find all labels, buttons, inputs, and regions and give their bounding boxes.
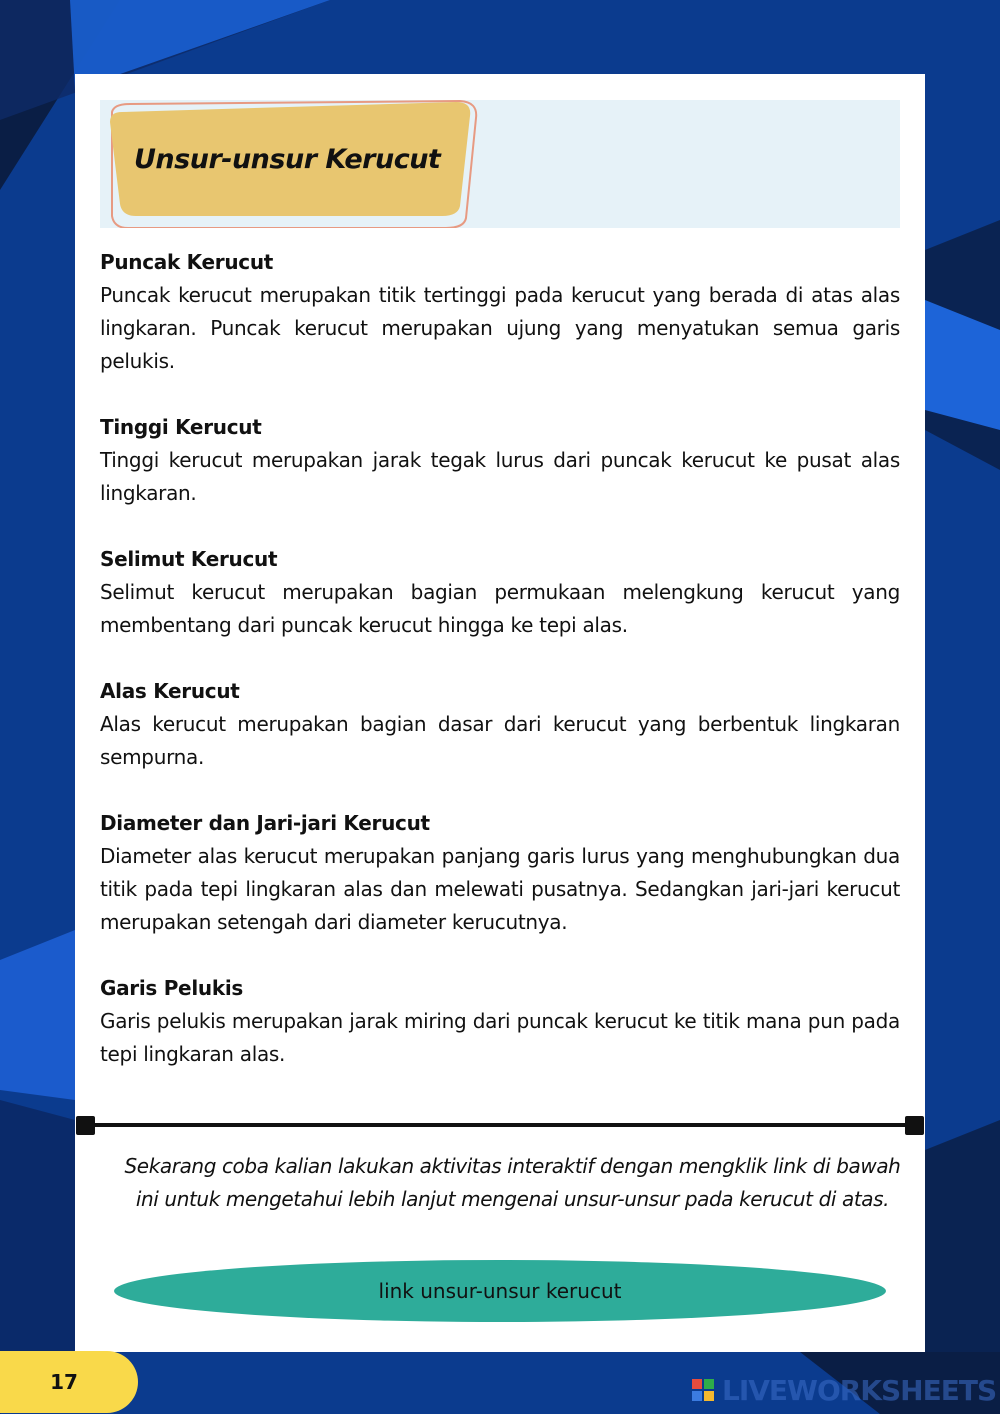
section-heading: Diameter dan Jari-jari Kerucut [100, 811, 430, 835]
section-diameter [100, 807, 900, 939]
liveworksheets-logo-icon [692, 1379, 714, 1401]
section-body: Puncak kerucut merupakan titik tertinggi pada kerucut yang berada di atas alas lingkaran. Puncak kerucut merupakan ujung yang menyatukan semua garis pelukis. [100, 283, 900, 373]
divider-line [75, 1114, 925, 1138]
instruction-text: Sekarang coba kalian lakukan aktivitas interaktif dengan mengklik link di bawah ini untuk mengetahui lebih lanjut mengenai unsur-unsur pada kerucut di atas. [124, 1154, 901, 1211]
title-band [100, 100, 900, 228]
section-tinggi [100, 411, 900, 510]
section-heading: Puncak Kerucut [100, 250, 274, 274]
section-garis-pelukis [100, 972, 900, 1071]
section-body: Alas kerucut merupakan bagian dasar dari kerucut yang berbentuk lingkaran sempurna. [100, 712, 900, 769]
section-heading: Alas Kerucut [100, 679, 240, 703]
section-body: Garis pelukis merupakan jarak miring dari puncak kerucut ke titik mana pun pada tepi lingkaran alas. [100, 1009, 900, 1066]
section-heading: Tinggi Kerucut [100, 415, 262, 439]
section-body: Diameter alas kerucut merupakan panjang garis lurus yang menghubungkan dua titik pada tepi lingkaran alas dan melewati pusatnya. Sedangkan jari-jari kerucut merupakan setengah dari diameter kerucutnya. [100, 844, 900, 934]
section-puncak [100, 246, 900, 378]
page-number-badge: 17 [0, 1351, 138, 1413]
section-body: Selimut kerucut merupakan bagian permukaan melengkung kerucut yang membentang dari puncak kerucut hingga ke tepi alas. [100, 580, 900, 637]
link-unsur-kerucut-button[interactable]: link unsur-unsur kerucut [114, 1260, 886, 1322]
section-heading: Selimut Kerucut [100, 547, 278, 571]
content-card [75, 74, 925, 1352]
content-sections [100, 246, 900, 1104]
section-body: Tinggi kerucut merupakan jarak tegak lurus dari puncak kerucut ke pusat alas lingkaran. [100, 448, 900, 505]
section-alas [100, 675, 900, 774]
brand-watermark [692, 1374, 996, 1406]
brand-text: LIVEWORKSHEETS [722, 1373, 997, 1407]
section-heading: Garis Pelukis [100, 976, 243, 1000]
page-title: Unsur-unsur Kerucut [134, 144, 441, 175]
section-selimut [100, 543, 900, 642]
